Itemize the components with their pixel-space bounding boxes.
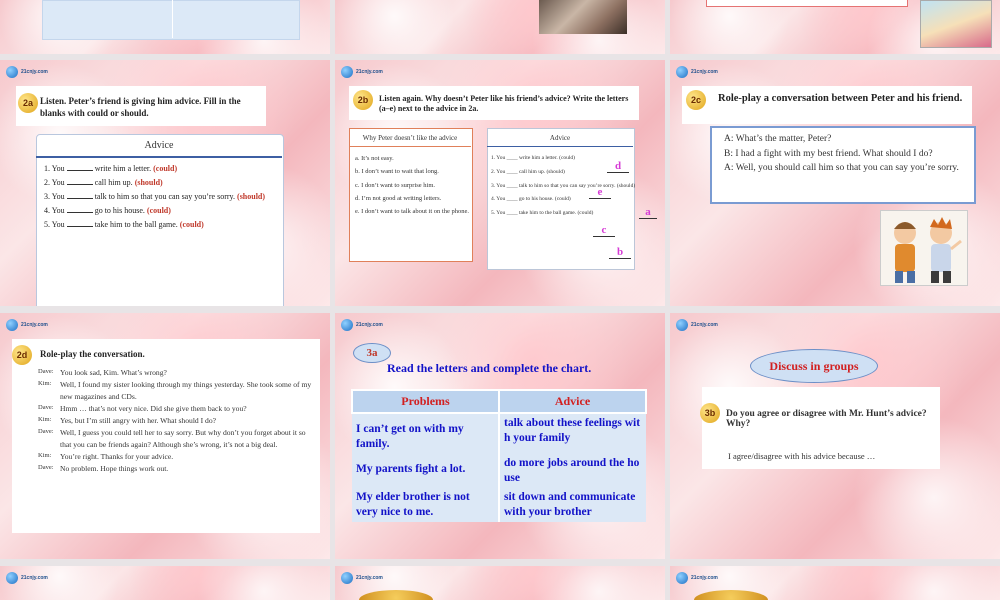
conversation-line: Kim: You’re right. Thanks for your advice. [38,451,174,461]
answer-letter: e [589,186,611,199]
panel-divider [172,0,173,38]
problems-header: Problems [352,390,499,413]
slide-thumbnail-2a[interactable] [0,60,330,306]
summary-oval [694,590,768,600]
slide-thumbnail-bottom-1[interactable] [0,566,330,600]
instruction-text: Role-play the conversation. [40,349,145,359]
section-badge: 2d [12,345,32,365]
instruction-text: Listen again. Why doesn’t Peter like his friend’s advice? Write the letters (a–e) next to the advice in 2a. [379,94,629,114]
question-text: Do you agree or disagree with Mr. Hunt’s advice? Why? [726,409,927,429]
conversation-line: Dave: Well, I guess you could tell her to say sorry. But why don’t you forget about it so that you can be friends again? Although she’s wrong, it’s not a big deal. [38,427,306,449]
problems-advice-chart [351,389,647,522]
reasons-title-rule [349,146,471,147]
cartoon-boys-picture [880,210,968,286]
section-badge: 3b [700,403,720,423]
problem-cell: My parents fight a lot. [352,454,499,488]
logo-globe-icon [676,319,688,331]
advice-item: 2. You call him up. (should) [44,178,163,187]
logo-text: 21cnjy.com [356,575,383,581]
site-logo [341,319,383,331]
advice-cell: sit down and communicate with your brother [499,488,646,522]
advice-item: 5. You take him to the ball game. (could) [44,220,204,229]
section-badge: 2b [353,90,373,110]
summary-oval [359,590,433,600]
section-badge: 2c [686,90,706,110]
advice-item: 3. You talk to him so that you can say you’re sorry. (should) [44,192,266,201]
answer-letter: d [607,160,629,173]
advice-item: 1. You ____ write him a letter. (could) [491,155,576,161]
logo-text: 21cnjy.com [356,322,383,328]
logo-globe-icon [341,66,353,78]
logo-globe-icon [341,572,353,584]
chart-header-row [352,390,646,413]
logo-text: 21cnjy.com [691,575,718,581]
slide-thumbnail-3a[interactable] [335,313,665,559]
answer-starter: I agree/disagree with his advice because … [728,451,876,461]
girl-reading-picture [920,0,992,48]
reasons-list [355,152,471,219]
reason-item: c. I don’t want to surprise him. [355,181,436,189]
logo-globe-icon [676,66,688,78]
answer-letter: c [593,224,615,237]
table-row [352,454,646,488]
logo-text: 21cnjy.com [691,69,718,75]
conversation-line: Kim: Yes, but I’m still angry with her. What should I do? [38,415,217,425]
logo-globe-icon [6,319,18,331]
classroom-photo [539,0,627,34]
site-logo [341,66,383,78]
red-outline-box [706,0,908,7]
conversation [38,367,318,475]
advice-item: 4. You ____ go to his house. (could) [491,196,571,203]
advice-cell: talk about these feelings wit h your family [499,413,646,454]
conversation-line: Dave: No problem. Hope things work out. [38,463,169,473]
advice-item: 1. You write him a letter. (could) [44,164,178,173]
advice-item: 4. You go to his house. (could) [44,206,171,215]
logo-text: 21cnjy.com [356,69,383,75]
discuss-oval [750,349,878,383]
dialogue-line: A: Well, you should call him so that you can say you’re sorry. [724,163,959,174]
section-badge: 2a [18,93,38,113]
site-logo [6,572,48,584]
slide-thumbnail-3b[interactable] [670,313,1000,559]
advice-header: Advice [499,390,646,413]
slide-thumbnail-bottom-3[interactable] [670,566,1000,600]
slide-thumbnail-top-3[interactable] [670,0,1000,54]
site-logo [341,572,383,584]
answer-letter: a [639,206,657,219]
logo-globe-icon [6,572,18,584]
slide-thumbnail-top-2[interactable] [335,0,665,54]
advice-item: 3. You ____ talk to him so that you can say you’re sorry. (should) [491,182,636,189]
site-logo [676,66,718,78]
advice-item: 5. You ____ take him to the ball game. (could) [491,210,594,216]
advice-box-title: Advice [144,140,174,151]
instruction-text: Read the letters and complete the chart. [387,361,592,375]
instruction-text: Role-play a conversation between Peter and his friend. [718,93,963,104]
section-label: 3a [366,347,378,359]
slide-thumbnail-2b[interactable] [335,60,665,306]
logo-text: 21cnjy.com [21,322,48,328]
advice-box-title: Advice [549,134,571,142]
slide-thumbnail-2c[interactable] [670,60,1000,306]
table-row [352,488,646,522]
advice-title-rule [36,156,282,158]
slide-thumbnail-2d[interactable] [0,313,330,559]
slide-thumbnail-top-1[interactable] [0,0,330,54]
answer-letter: b [609,246,631,259]
logo-globe-icon [341,319,353,331]
conversation-line: Dave: Hmm … that’s not very nice. Did she give them back to you? [38,403,247,413]
advice-item: 2. You ____ call him up. (should) [491,168,565,175]
light-blue-panel [42,0,300,40]
logo-text: 21cnjy.com [21,69,48,75]
slide-thumbnail-bottom-2[interactable] [335,566,665,600]
logo-text: 21cnjy.com [691,322,718,328]
site-logo [6,319,48,331]
site-logo [6,66,48,78]
dialogue-line: A: What’s the matter, Peter? [724,134,832,144]
discuss-label: Discuss in groups [769,358,859,373]
dialogue-line: B: I had a fight with my best friend. What should I do? [724,148,933,159]
logo-text: 21cnjy.com [21,575,48,581]
conversation-line: Dave: You look sad, Kim. What’s wrong? [38,368,167,377]
logo-globe-icon [6,66,18,78]
site-logo [676,319,718,331]
logo-globe-icon [676,572,688,584]
conversation-line: Kim: Well, I found my sister looking through my things yesterday. She took some of my new magazines and CDs. [38,379,312,401]
reason-item: d. I’m not good at writing letters. [355,194,442,202]
reason-item: e. I don’t want to talk about it on the phone. [355,208,469,216]
reason-item: b. I don’t want to wait that long. [355,168,439,176]
reasons-title: Why Peter doesn’t like the advice [362,134,458,142]
instruction-text: Listen. Peter’s friend is giving him advice. Fill in the blanks with could or should. [40,96,241,118]
reason-item: a. It’s not easy. [355,155,394,162]
table-row [352,413,646,454]
advice-title-rule [487,146,633,147]
advice-list [44,162,280,232]
site-logo [676,572,718,584]
dialogue [724,132,970,176]
problem-cell: I can’t get on with my family. [352,413,499,454]
section-oval [353,343,391,363]
advice-cell: do more jobs around the ho use [499,454,646,488]
problem-cell: My elder brother is not very nice to me. [352,488,499,522]
